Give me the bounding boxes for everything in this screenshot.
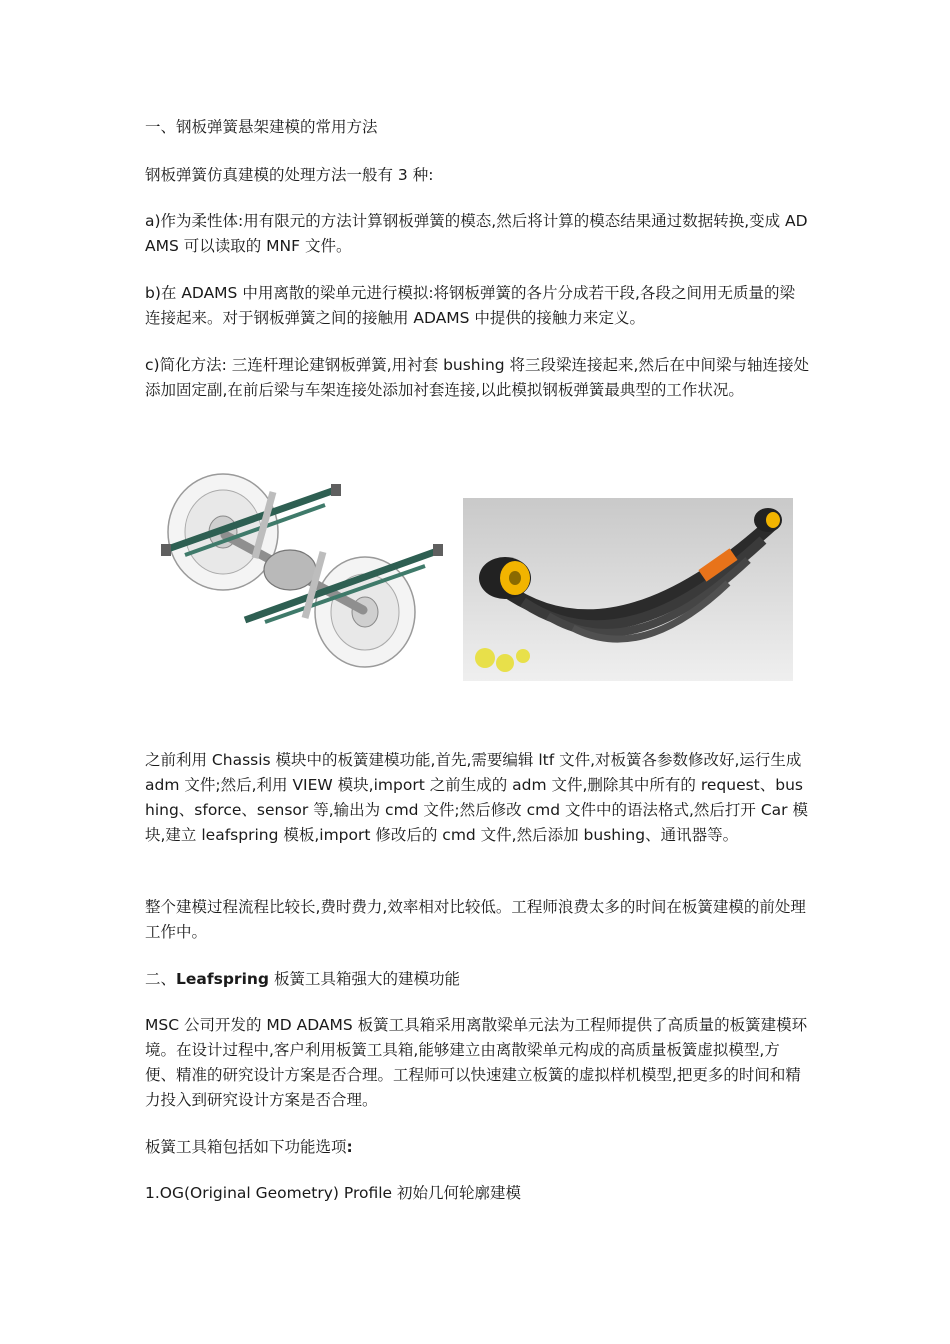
msc-paragraph: MSC 公司开发的 MD ADAMS 板簧工具箱采用离散梁单元法为工程师提供了高质量的板簧建模环境。在设计过程中,客户利用板簧工具箱,能够建立由离散梁单元构成的高质量板簧虚拟模型,方便、精准的研究设计方案是否合理。工程师可以快速建立板簧的虚拟样机模型,把更多的时间和精力投入到研究设计方案是否合理。	[145, 1016, 808, 1109]
process-paragraph: 整个建模过程流程比较长,费时费力,效率相对比较低。工程师浪费太多的时间在板簧建模的前处理工作中。	[145, 898, 806, 941]
method-a-paragraph: a)作为柔性体:用有限元的方法计算钢板弹簧的模态,然后将计算的模态结果通过数据转换,变成 ADAMS 可以读取的 MNF 文件。	[145, 212, 808, 255]
section2-heading-suffix: 板簧工具箱强大的建模功能	[269, 970, 460, 988]
section1-intro: 钢板弹簧仿真建模的处理方法一般有 3 种:	[145, 166, 434, 184]
method-c-paragraph: c)简化方法: 三连杆理论建钢板弹簧,用衬套 bushing 将三段梁连接起来,然后在中间梁与轴连接处添加固定副,在前后梁与车架连接处添加衬套连接,以此模拟钢板弹簧最典型的工作状况。	[145, 356, 809, 399]
section2-heading-prefix: 二、	[145, 970, 177, 988]
method-b-paragraph: b)在 ADAMS 中用离散的梁单元进行模拟:将钢板弹簧的各片分成若干段,各段之间用无质量的梁连接起来。对于钢板弹簧之间的接触用 ADAMS 中提供的接触力来定义。	[145, 284, 795, 327]
figures-row	[150, 470, 800, 690]
options-label-colon: :	[346, 1138, 353, 1156]
suspension-diagram-icon	[155, 470, 445, 675]
section1-heading: 一、钢板弹簧悬架建模的常用方法	[145, 118, 378, 136]
options-label	[145, 1135, 810, 1160]
leaf-spring-photo-icon	[463, 498, 793, 681]
section2-heading	[145, 967, 810, 992]
section2-heading-bold: Leafspring	[176, 970, 270, 988]
chassis-paragraph: 之前利用 Chassis 模块中的板簧建模功能,首先,需要编辑 ltf 文件,对板簧各参数修改好,运行生成 adm 文件;然后,利用 VIEW 模块,import 之前生成的 adm 文件,删除其中所有的 request、bushing、sforce、sensor 等,输出为 cmd 文件;然后修改 cmd 文件中的语法格式,然后打开 Car 模块,建立 leafspring 模板,import 修改后的 cmd 文件,然后添加 bushing、通讯器等。	[145, 751, 808, 844]
option-1: 1.OG(Original Geometry) Profile 初始几何轮廓建模	[145, 1184, 522, 1202]
options-label-text: 板簧工具箱包括如下功能选项	[145, 1138, 347, 1156]
